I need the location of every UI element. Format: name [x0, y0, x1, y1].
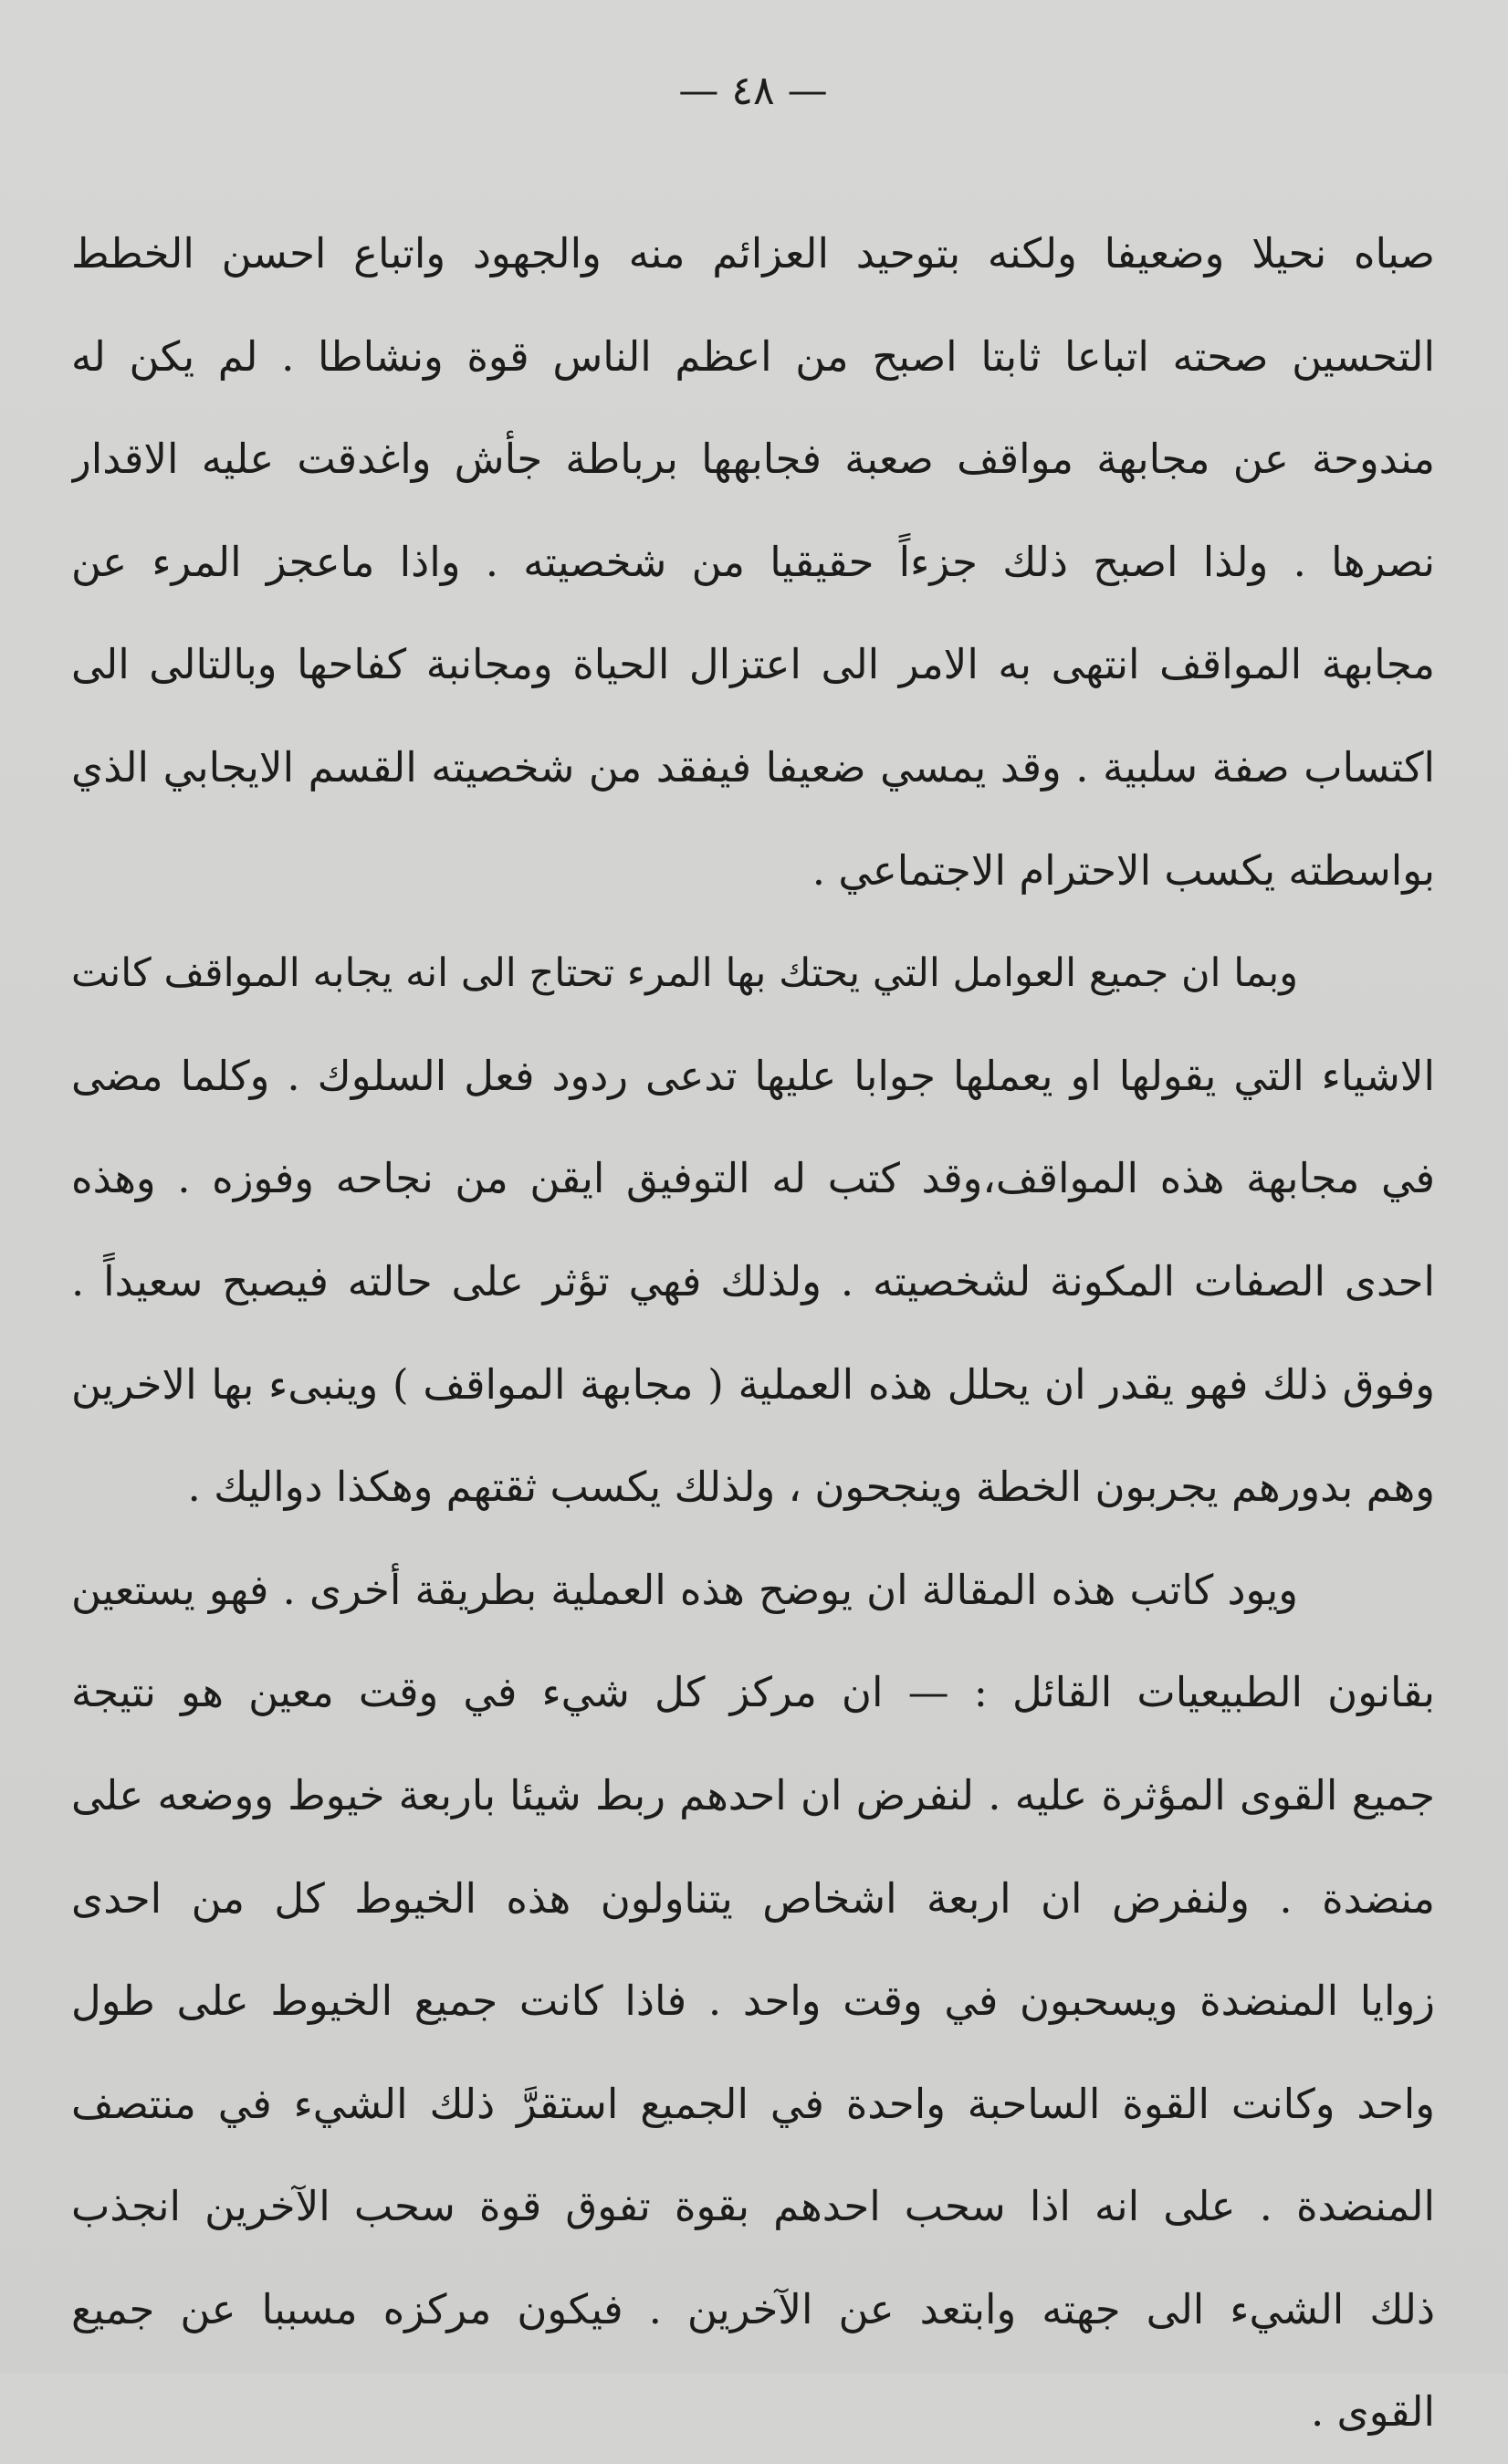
text-line: وبما ان جميع العوامل التي يحتك بها المرء تحتاج الى انه يجابه المواقف كانت — [71, 950, 1298, 997]
text-line: مجابهة المواقف انتهى به الامر الى اعتزال الحياة ومجانبة كفاحها وبالتالى الى — [71, 640, 1435, 689]
paragraph-3 — [71, 1539, 1435, 2464]
text-line: التحسين صحته اتباعا ثابتا اصبح من اعظم الناس قوة ونشاطا . لم يكن له — [71, 331, 1435, 381]
text-line: المنضدة . على انه اذا سحب احدهم بقوة تفوق قوة سحب الآخرين انجذب — [71, 2182, 1435, 2231]
page-body — [71, 203, 1435, 2464]
text-line: احدى الصفات المكونة لشخصيته . ولذلك فهي تؤثر على حالته فيصبح سعيداً . — [71, 1256, 1435, 1305]
text-line: ذلك الشيء الى جهته وابتعد عن الآخرين . فيكون مركزه مسببا عن جميع — [71, 2284, 1435, 2333]
text-line: الاشياء التي يقولها او يعملها جوابا عليها تدعى ردود فعل السلوك . وكلما مضى — [71, 1051, 1435, 1100]
text-line: جميع القوى المؤثرة عليه . لنفرض ان احدهم ربط شيئا باربعة خيوط ووضعه على — [71, 1770, 1435, 1819]
text-line: منضدة . ولنفرض ان اربعة اشخاص يتناولون هذه الخيوط كل من احدى — [71, 1873, 1435, 1923]
text-line: وفوق ذلك فهو يقدر ان يحلل هذه العملية ( مجابهة المواقف ) وينبىء بها الاخرين — [71, 1359, 1435, 1409]
text-line: مندوحة عن مجابهة مواقف صعبة فجابهها برباطة جأش واغدقت عليه الاقدار — [71, 435, 1435, 484]
text-line: زوايا المنضدة ويسحبون في وقت واحد . فاذا كانت جميع الخيوط على طول — [71, 1976, 1435, 2026]
text-line: نصرها . ولذا اصبح ذلك جزءاً حقيقيا من شخصيته . واذا ماعجز المرء عن — [71, 537, 1435, 586]
text-line: وهم بدورهم يجربون الخطة وينجحون ، ولذلك يكسب ثقتهم وهكذا دواليك . — [187, 1463, 1435, 1512]
paragraph-1 — [71, 203, 1435, 922]
text-line: بواسطته يكسب الاحترام الاجتماعي . — [812, 845, 1435, 895]
text-line: القوى . — [1310, 2387, 1435, 2437]
text-line: ويود كاتب هذه المقالة ان يوضح هذه العملية بطريقة أخرى . فهو يستعين — [71, 1565, 1298, 1614]
paragraph-2 — [71, 922, 1435, 1539]
text-line: واحد وكانت القوة الساحبة واحدة في الجميع استقرَّ ذلك الشيء في منتصف — [71, 2079, 1435, 2128]
page-number: — ٤٨ — — [678, 68, 828, 114]
text-line: في مجابهة هذه المواقف،وقد كتب له التوفيق ايقن من نجاحه وفوزه . وهذه — [71, 1154, 1435, 1203]
text-line: صباه نحيلا وضعيفا ولكنه بتوحيد العزائم منه والجهود واتباع احسن الخطط — [71, 229, 1435, 278]
text-line: اكتساب صفة سلبية . وقد يمسي ضعيفا فيفقد من شخصيته القسم الايجابي الذي — [71, 742, 1435, 792]
text-line: بقانون الطبيعيات القائل : — ان مركز كل شيء في وقت معين هو نتيجة — [71, 1668, 1435, 1717]
